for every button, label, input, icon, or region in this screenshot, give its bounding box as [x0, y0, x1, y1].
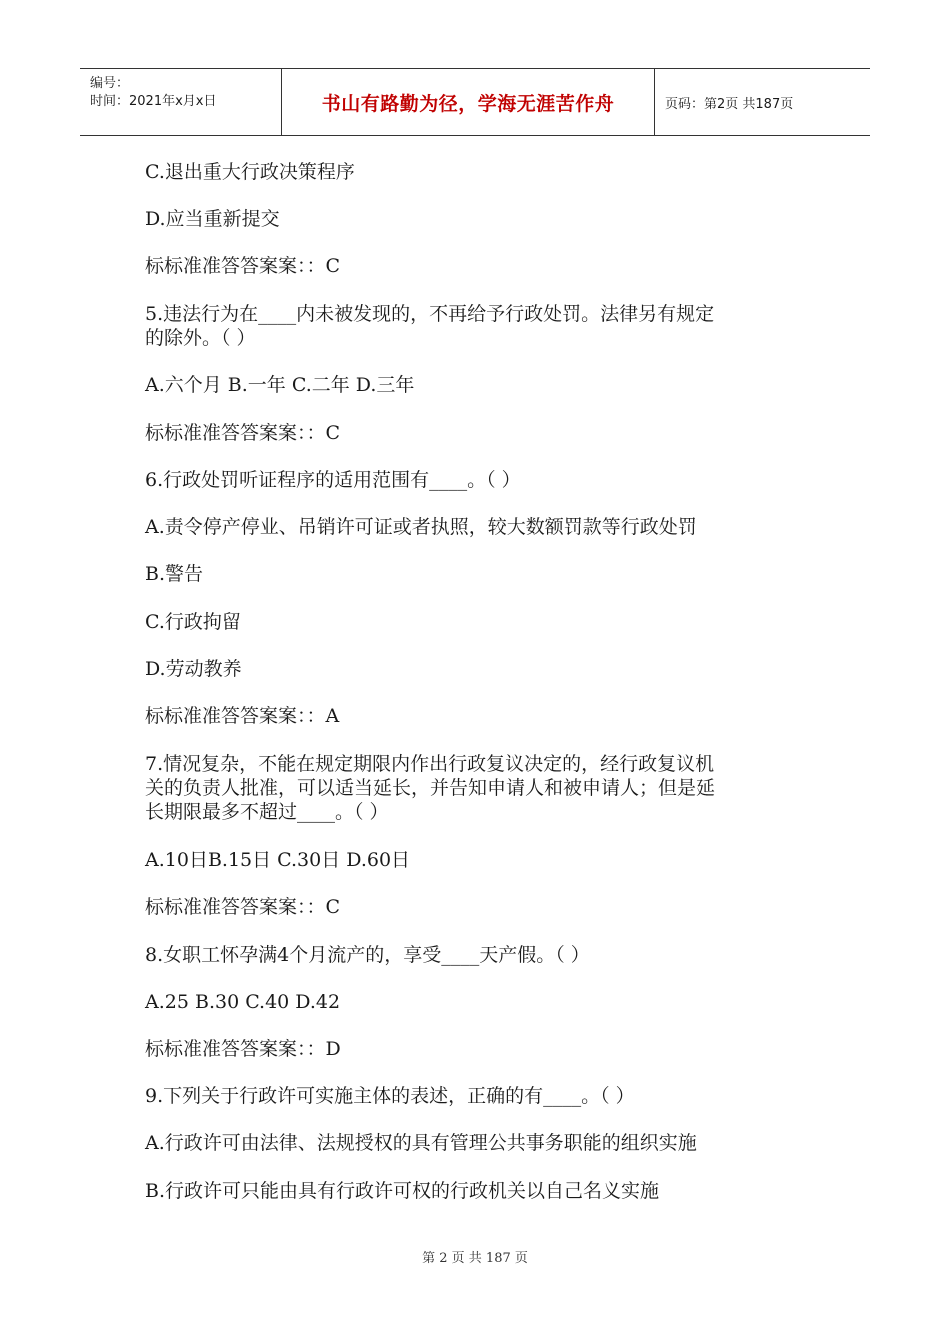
option-line: D.应当重新提交 — [145, 208, 280, 230]
time-label: 时间：2021年x月x日 — [90, 94, 217, 109]
option-line: A.行政许可由法律、法规授权的具有管理公共事务职能的组织实施 — [145, 1132, 697, 1154]
answer-line: 标标准准答答案案：：C — [145, 422, 341, 444]
option-line: A.责令停产停业、吊销许可证或者执照，较大数额罚款等行政处罚 — [145, 516, 697, 538]
answer-line: 标标准准答答案案：：C — [145, 255, 341, 277]
option-line: B.行政许可只能由具有行政许可权的行政机关以自己名义实施 — [145, 1180, 660, 1202]
question-line: 的除外。（ ） — [145, 327, 256, 349]
answer-line: 标标准准答答案案：：C — [145, 896, 341, 918]
answer-line: 标标准准答答案案：：A — [145, 705, 340, 727]
question-line: 7.情况复杂，不能在规定期限内作出行政复议决定的，经行政复议机 — [145, 753, 715, 775]
option-line: C.行政拘留 — [145, 611, 241, 633]
question-line: 6.行政处罚听证程序的适用范围有____。（ ） — [145, 469, 521, 491]
page-footer: 第 2 页 共 187 页 — [422, 1251, 528, 1266]
answer-line: 标标准准答答案案：：D — [145, 1038, 341, 1060]
option-line: D.劳动教养 — [145, 658, 242, 680]
option-line: C.退出重大行政决策程序 — [145, 161, 355, 183]
option-line: A.六个月 B.一年 C.二年 D.三年 — [145, 374, 415, 396]
option-line: B.警告 — [145, 563, 204, 585]
question-line: 长期限最多不超过____。（ ） — [145, 801, 389, 823]
header-page-info: 页码：第2页 共187页 — [665, 96, 794, 112]
question-line: 9.下列关于行政许可实施主体的表述，正确的有____。（ ） — [145, 1085, 635, 1107]
header-meta — [80, 69, 282, 135]
question-line: 5.违法行为在____内未被发现的，不再给予行政处罚。法律另有规定 — [145, 303, 715, 325]
question-line: 关的负责人批准，可以适当延长，并告知申请人和被申请人；但是延 — [145, 777, 716, 799]
question-line: 8.女职工怀孕满4个月流产的，享受____天产假。（ ） — [145, 944, 590, 966]
option-line: A.10日B.15日 C.30日 D.60日 — [145, 849, 411, 871]
serial-label: 编号： — [90, 76, 130, 91]
page-header — [80, 68, 870, 136]
option-line: A.25 B.30 C.40 D.42 — [145, 991, 341, 1013]
header-motto: 书山有路勤为径，学海无涯苦作舟 — [282, 69, 655, 135]
